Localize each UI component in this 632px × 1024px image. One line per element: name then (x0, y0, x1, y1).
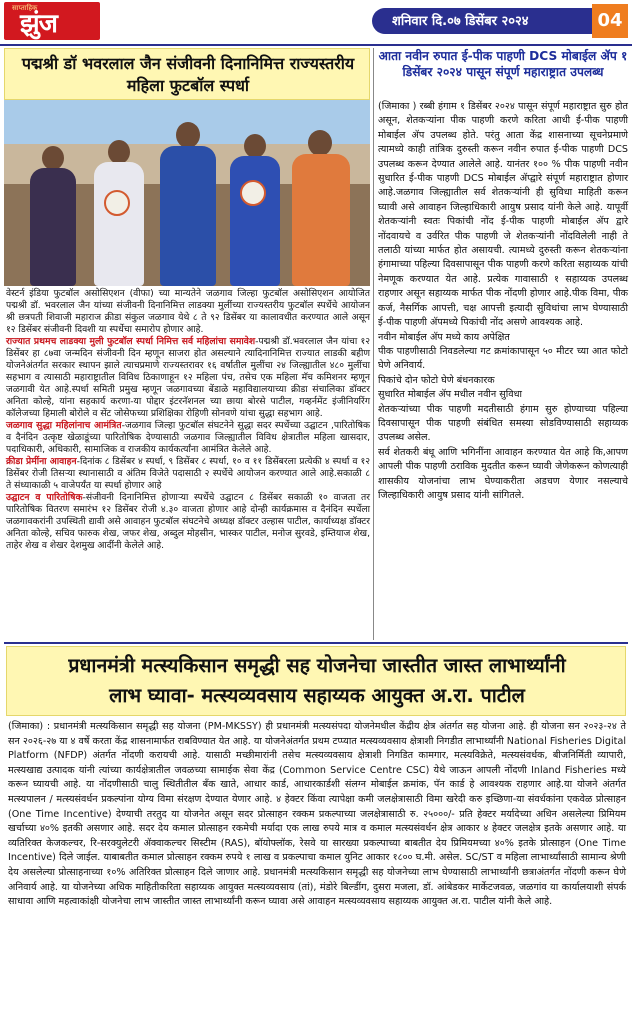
football-event-photo (4, 100, 370, 286)
logo-tagline: साप्ताहिक (12, 4, 38, 12)
person-figure (94, 162, 144, 286)
football-icon (104, 190, 130, 216)
right-headline: आता नवीन रुपात ई-पीक पाहणी DCS मोबाईल ॲप १ डिसेंबर २०२४ पासून संपूर्ण महाराष्ट्रात उपलब्ध (378, 49, 628, 79)
bottom-headline (15, 651, 619, 711)
subhead: जळगाव सुद्धा महिलांनाच आमंत्रित (6, 420, 122, 431)
newspaper-logo (4, 2, 100, 40)
left-paragraph (6, 420, 370, 456)
left-headline: पद्मश्री डॉ भवरलाल जैन संजीवनी दिनानिमित्त राज्यस्तरीय महिला फुटबॉल स्पर्धा (21, 54, 355, 95)
paragraph-text: -दिनांक ८ डिसेंबर ४ स्पर्धा, ९ डिसेंबर ८ स्पर्धा, १० व ११ डिसेंबरला प्रत्येकी ४ स्पर्धा व १२ डिसेंबर रोजी तिसऱ्या स्थानासाठी व अंतिम विजेते पदासाठी २ स्पर्धेचे आयोजन करण्यात आले आहे.सकाळी ८ ते संध्याकाळी ५ वाजेपर्यंत या स्पर्धा होणार आहे (6, 456, 371, 491)
column-divider (373, 48, 374, 640)
paragraph-text: -संजीवनी दिनानिमित्त होणाऱ्या स्पर्धेचे उद्घाटन ८ डिसेंबर सकाळी १० वाजता तर पारितोषिक वितरण समारंभ १२ डिसेंबर रोजी ४.३० वाजता होणार आहे दोन्ही कार्यक्रमास व दैनंदिन स्पर्धेला जळगावकरांनी उपस्थिती द्यावी असे आवाहन फुटबॉल संघटनेचे अध्यक्ष डॉक्टर उल्हास पाटील, कार्याध्यक्ष डॉक्टर अनिता कोल्हे, सचिव फारुक शेख, जफर शेख, अब्दुल मोहसीन, भास्कर पाटील, मनोज सुरवडे, इम्तियाज शेख, ताहेर शेख व शेखर देशमुख आदींनी केलेले आहे. (6, 492, 371, 551)
issue-date: शनिवार दि.०७ डिसेंबर २०२४ (392, 14, 529, 29)
left-paragraph: वेस्टर्न इंडिया फुटबॉल असोसिएशन (वीफा) च्या मान्यतेने जळगाव जिल्हा फुटबॉल असोसिएशन आयोजित पद्मश्री डॉ. भवरलाल जैन यांच्या संजीवनी दिनानिमित्त लाडक्या मुलींच्या राज्यस्तरीय फुटबॉल स्पर्धेचे आयोजन श्री छत्रपती शिवाजी महाराज क्रीडा संकुल जळगाव येथे ८ ते ९२ डिसेंबर या कालावधीत करण्यात आले असून १२ डिसेंबर संजीवनी दिवशी या स्पर्धेचा समारोप होणार आहे. (6, 288, 370, 335)
right-paragraph: नवीन मोबाईल ॲप मध्ये काय अपेक्षित (378, 331, 510, 343)
person-head (176, 122, 200, 148)
left-paragraph (6, 456, 370, 492)
bottom-headline-line: प्रधानमंत्री मत्स्यकिसान समृद्धी सह योजनेचा जास्तीत जास्त लाभार्थ्यांनी (68, 654, 566, 677)
left-paragraph (6, 336, 370, 420)
person-figure (230, 156, 280, 286)
paragraph-text: -जळगाव जिल्हा फुटबॉल संघटनेने सुद्धा सदर स्पर्धेच्या उद्घाटन ,पारितोषिक व दैनंदिन उत्कृष्ट खेळाडूंच्या पारितोषिक देण्यासाठी जळगाव जिल्ह्यातील विविध क्षेत्रातील महिला खासदार, पदाधिकारी, अधिकारी, सामाजिक व राजकीय कार्यकर्त्यांना आमंत्रित केलेले आहे. (6, 420, 370, 455)
person-head (42, 146, 64, 170)
right-paragraph: सर्व शेतकरी बंधू आणि भगिनींना आवाहन करण्यात येत आहे कि,आपण आपली पीक पाहणी ठराविक मुदतीत करून घ्यावी जेणेकरून कोणत्याही शासकीय योजनांचा लाभ घेण्याकरीता अडचण येणार नसल्याचे जिल्हाधिकारी आयुष प्रसाद यांनी सांगितले. (378, 446, 628, 501)
right-article-body (378, 100, 628, 503)
bottom-article-body: (जिमाका) : प्रधानमंत्री मत्स्यकिसान समृद्धी सह योजना (PM-MKSSY) ही प्रधानमंत्री मत्स्यसंपदा योजनेमधील केंद्रीय क्षेत्र अंतर्गत सह योजना आहे. ही योजना सन २०२३-२४ ते सन २०२६-२७ या ४ वर्षे करता केंद्र शासनामार्फत राबविण्यात येत आहे. या योजनेअंतर्गत प्रथम टप्प्यात मत्स्यव्यवसाय क्षेत्राशी निगडीत लाभार्थ्यांनी National Fisheries Digital Platform (NFDP) अंतर्गत नोंदणी करायची आहे. यासाठी मच्छीमारांनी तसेच मत्स्यव्यवसाय क्षेत्राशी निगडित कामगार, मत्स्यविक्रेते, मत्स्यसंवर्धक, बीजनिर्मिती व्यापारी, मत्स्यखाद्य उत्पादक यांनी त्यांच्या कार्यक्षेत्रातील जवळच्या सामाईक सेवा केंद्र (Common Service Centre CSC) येथे जाऊन आपली नोंदणी Inland Fisheries मध्ये करून घ्यायची आहे. या नोंदणीसाठी चालु स्थितीतील बँक खाते, आधार कार्ड, आधारकार्डशी संलग्न मोबाईल क्रमांक, पॅन कार्ड हे आवश्यक राहणार आहे.या योजने अंतर्गत मत्स्यपालन / मत्स्यसंवर्धन प्रकल्पांना योग्य विमा संरक्षण देण्यात येणार आहे. ४ हेक्टर किंवा त्यापेक्षा कमी जलक्षेत्रासाठी विमा खरेदी करु इच्छिणा-या संवर्धकांना एकवेळ प्रोत्साहन (One Time Incentive) देण्याची तरतुद या योजनेत असून सदर प्रोत्साहन रक्कम प्रकल्पाच्या जलक्षेत्रासाठी रु. २५०००/- प्रति हेक्टर मर्यादेच्या अधिन असलेल्या प्रिमियम खर्चाच्या ४०% इतकी असणार आहे. सदर देय कमाल प्रोत्साहन रकमेची मर्यादा एक लाख रुपये मात्र व कमाल मत्स्यसंवर्धन क्षेत्र आकार ४ हेक्टर जलक्षेत्र इतके असणार आहे. या व्यतिरिक्त केजकल्चर, रि-सरक्युलेटरी ॲक्वाकल्चर सिस्टीम (RAS), बॉयोफ्लॉक, रेसवे या सारख्या प्रकल्पाच्या बाबतीत देय प्रिमियमच्या ४०% इतके प्रोत्साहन (One Time Incentive) दिले जाईल. याबाबतीत कमाल प्रोत्साहन रक्कम रुपये १ लाख व प्रकल्पाचा कमाल युनिट आकार १८०० घ.मी. असेल. SC/ST व महिला लाभार्थ्यांसाठी सामान्य श्रेणी देय असलेल्या प्रोत्साहनाच्या १०% अतिरिक्त प्रोत्साहन दिले जाणार आहे. प्रधानमंत्री मत्स्यकिसान समृद्धी सह योजनेच्या लाभ घेण्यासाठी लाभार्थ्यांनी छत्राअंतर्गत नोंदणी करून घेणे अनिवार्य आहे. या योजनेच्या अधिक माहितीकरिता सहाय्यक आयुक्त मत्स्यव्यवसाय (तां), मंडोरे बिल्डींग, दुसरा मजला, डॉ. आंबेडकर मार्केटजवळ, जळगांव या कार्यालयाशी संपर्क साधावा आणि महत्वाकांक्षी योजनेचा लाभ जास्तीत जास्त लाभार्थ्यांनी करून घ्यावा असे आवाहन मत्स्यव्यवसाय सहाय्यक आयुक्त अ.रा. पाटील यांनी केले आहे. (8, 721, 626, 908)
subhead: उद्घाटन व पारितोषिक (6, 492, 83, 503)
right-paragraph: (जिमाका ) रब्बी हंगाम १ डिसेंबर २०२४ पासून संपूर्ण महाराष्ट्रात सुरु होत असून, शेतकऱ्यांना पीक पाहणी करणे करिता आधी ई-पीक पाहणी मोबाईल ॲप उपलब्ध होते. परंतु आता केंद्र शासनाच्या सूचनेप्रमाणे त्यामध्ये काही तांत्रिक दुरुस्ती करून नवीन रुपात ई-पीक पाहणी DCS उपलब्ध करून देण्यात आलेले आहे. यानंतर १०० % पीक पाहणी नवीन सुधारित ई-पीक पाहणी DCS मोबाईल ॲप्द्वारे संपूर्ण महाराष्ट्रात होणार आहे.जळगाव जिल्ह्यातील सर्व शेतकऱ्यांनी ही सुविधा माहिती करून घ्यावी असे आवाहन जिल्हाधिकारी आयुष प्रसाद यांनी केले आहे. यापूर्वी शेतकऱ्यांनी स्वतः पिकांची नोंद ई-पीक पाहणी मोबाईल ॲप द्वारे नोंदवायचे व उर्वरित पीक पाहणी जे शेतकऱ्यांनी नोंदविलेली नाही ते तलाठी यांच्या मार्फत होत असायची. त्यामध्ये दुरुस्ती करून शेतकऱ्यांना हंगामाच्या पहिल्या दिवसापासून पीक पाहणी करणे करिता सहाय्यक यांची नेमणूक करण्यात येत आहे. प्रत्येक गावासाठी १ सहाय्यक उपलब्ध राहणार असून सहाय्यक मार्फत पीक नोंदणी होणार आहे.पीक विमा, पीक कर्ज, नैसर्गिक आपत्ती, चक्ष आपत्ती इत्यादी सुविधांचा लाभ घेण्यासाठी ई-पीक पाहणी ॲपमध्ये पिकांची नोंद असणे आवश्यक आहे. (378, 101, 628, 329)
subhead: राज्यात प्रथमच लाडक्या मुली फुटबॉल स्पर्धा निमित्त सर्व महिलांचा समावेश (6, 336, 256, 347)
date-banner (372, 8, 592, 34)
section-divider (4, 642, 628, 644)
person-figure (160, 146, 216, 286)
masthead-divider (0, 44, 632, 46)
paragraph-text: -पद्मश्री डॉ.भवरलाल जैन यांचा १२ डिसेंबर हा ८७वा जन्मदिन संजीवनी दिन म्हणून साजरा होत असल्याने त्यादिनानिमित्त राज्यात लाडकी बहीण योजनेअंतर्गत सरकार स्थापन झाले त्याचप्रमाणे राज्यस्तरावर १६ वर्षातील मुलींचा २४ जिल्ह्यातील ४८० मुलींचा सहभाग व त्यासाठी महाराष्ट्रातील विविध ठिकाणाहून १२ महिला पंच, तसेच एक महिला मॅच कमिशनर म्हणून जळगावी येत आहे.स्पर्धा समिती प्रमुख म्हणून जळगावच्या बेंडाळे महाविद्यालयाच्या क्रीडा संचालिका डॉक्टर अनिता कोल्हे, यांना सहकार्य करणा-या पोद्दार इंटरनॅशनल च्या छाया बोरसे पाटील, गव्हर्नमेंट इंजीनियरिंग कॉलेजच्या हिमाली बोरोले व सेंट जोसेफच्या प्रशिक्षिका रोहिणी सोनवणे यांचा सुद्धा सहभाग आहे. (6, 336, 370, 419)
person-head (244, 134, 266, 158)
person-figure (30, 168, 76, 286)
right-paragraph: पिकांचे दोन फोटो घेणे बंधनकारक (378, 374, 495, 386)
left-paragraph (6, 492, 370, 552)
page-number: 04 (592, 4, 628, 38)
football-icon (240, 180, 266, 206)
right-paragraph: शेतकऱ्यांच्या पीक पाहणी मदतीसाठी हंगाम सुरु होण्याच्या पहिल्या दिवसापासून पीक पाहणी संबंधित समस्या सोडविण्यासाठी सहाय्यक उपलब्ध असेल. (378, 403, 628, 444)
bottom-headline-line: लाभ घ्यावा- मत्स्यव्यवसाय सहाय्यक आयुक्त अ.रा. पाटील (109, 684, 525, 707)
subhead: क्रीडा प्रेमींना आवाहन (6, 456, 77, 467)
right-paragraph: सुधारित मोबाईल ॲप मधील नवीन सुविधा (378, 389, 522, 401)
person-head (108, 140, 130, 164)
left-headline-box (4, 48, 370, 100)
left-article-body (6, 288, 370, 552)
right-paragraph: पीक पाहणीसाठी निवडलेल्या गट क्रमांकापासून ५० मीटर च्या आत फोटो घेणे अनिवार्य. (378, 345, 628, 372)
bottom-headline-box (6, 646, 626, 716)
logo-wordmark: झुंज (20, 9, 57, 39)
person-figure (292, 154, 350, 286)
masthead (0, 0, 632, 44)
person-head (308, 130, 332, 156)
